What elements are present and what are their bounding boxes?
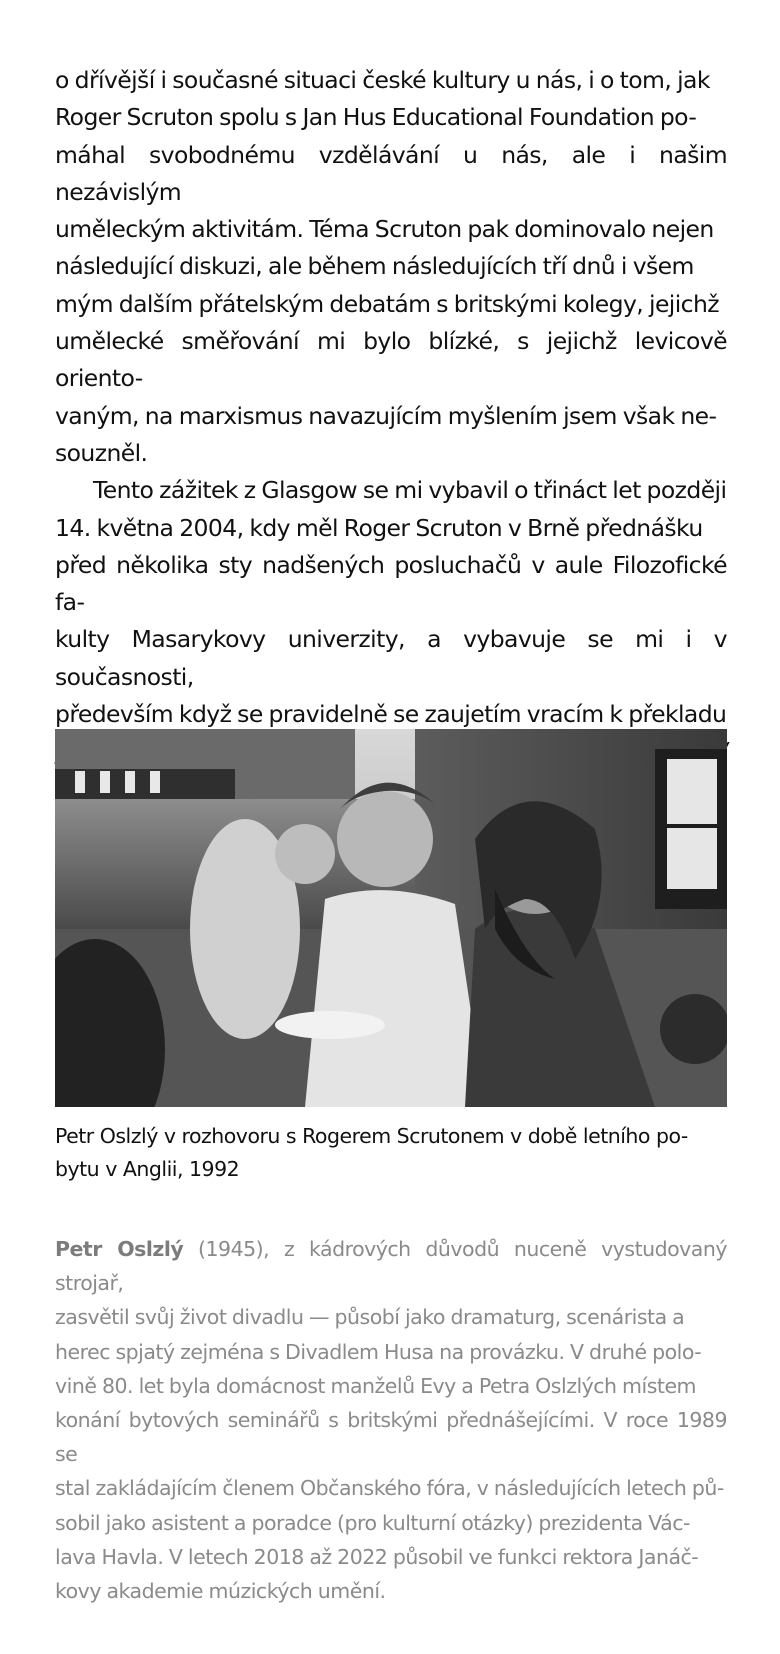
bio-line: vině 80. let byla domácnost manželů Evy a Petra Oslzlých místem <box>55 1373 697 1398</box>
text-line: Roger Scruton spolu s Jan Hus Educational Foundation po- <box>55 103 697 132</box>
text-line: především když se pravidelně se zaujetím vracím k překladu <box>55 700 727 729</box>
text-line: Tento zážitek z Glasgow se mi vybavil o třináct let později <box>93 476 727 505</box>
text-line: před několika sty nadšených posluchačů v aule Filozofické fa- <box>55 550 727 617</box>
photo <box>55 729 727 1107</box>
bio-line: stal zakládajícím členem Občanského fóra, v následujících letech pů- <box>55 1476 724 1501</box>
bio-line: sobil jako asistent a poradce (pro kulturní otázky) prezidenta Vác- <box>55 1510 690 1535</box>
text-line: 14. května 2004, kdy měl Roger Scruton v Brně přednášku <box>55 513 703 542</box>
bio-line: kovy akademie múzických umění. <box>55 1579 386 1604</box>
text-line: vaným, na marxismus navazujícím myšlením jsem však ne- <box>55 401 717 430</box>
text-line: o dřívější i současné situaci české kultury u nás, i o tom, jak <box>55 66 710 94</box>
caption-line: Petr Oslzlý v rozhovoru s Rogerem Scrutonem v době letního po- <box>55 1124 688 1148</box>
text-line: mým dalším přátelským debatám s britskými kolegy, jejichž <box>55 289 720 318</box>
bio-name: Petr Oslzlý <box>55 1237 184 1261</box>
bio-line <box>55 1232 727 1300</box>
bio-line: lava Havla. V letech 2018 až 2022 působil ve funkci rektora Janáč- <box>55 1544 699 1569</box>
bio-line: herec spjatý zejména s Divadlem Husa na provázku. V druhé polo- <box>55 1339 702 1364</box>
text-line: umělecké směřování mi bylo blízké, s jejichž levicově oriento- <box>55 327 727 393</box>
text-line: kulty Masarykovy univerzity, a vybavuje se mi i v současnosti, <box>55 625 727 691</box>
article-body <box>55 62 727 845</box>
paragraph-1 <box>55 62 727 472</box>
bio-line: konání bytových seminářů s britskými přednášejícími. V roce 1989 se <box>55 1408 727 1467</box>
text-line: souzněl. <box>55 438 148 467</box>
text-line: následující diskuzi, ale během následujících tří dnů i všem <box>55 252 694 281</box>
text-line: uměleckým aktivitám. Téma Scruton pak dominovalo nejen <box>55 215 714 244</box>
author-bio <box>55 1232 727 1608</box>
bio-text: (1945), z kádrových důvodů nuceně vystudovaný strojař, <box>55 1237 727 1296</box>
photo-caption <box>55 1120 727 1186</box>
bio-line: zasvětil svůj život divadlu — působí jako dramaturg, scenárista a <box>55 1305 685 1330</box>
caption-line: bytu v Anglii, 1992 <box>55 1157 240 1181</box>
text-line: máhal svobodnému vzdělávání u nás, ale i našim nezávislým <box>55 140 727 206</box>
photo-image <box>55 729 727 1107</box>
